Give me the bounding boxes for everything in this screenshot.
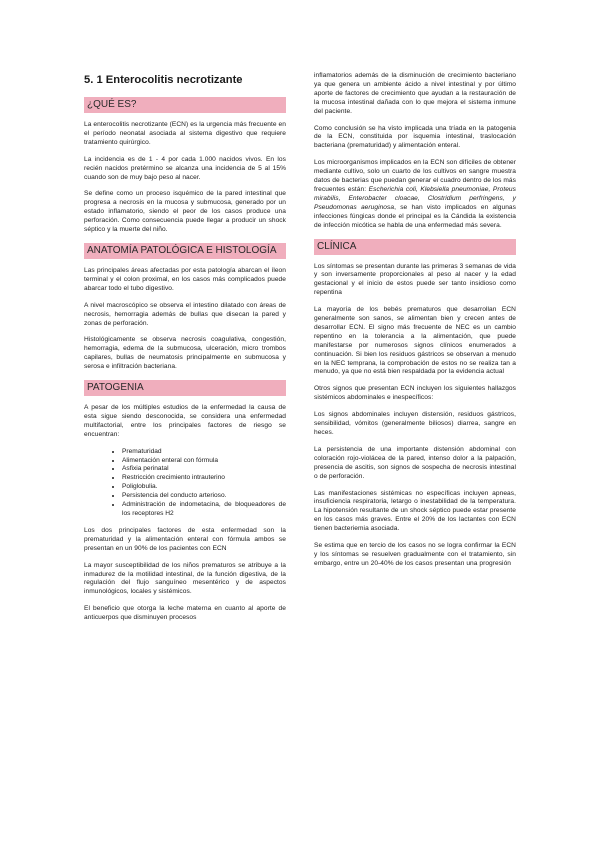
- text-run: Los microorganismos implicados en la ECN son difíciles de obtener mediante cultivo, solo un cuarto de los cultivos en sangre muestra datos de bacterias que puedan generar el cuadro dentro de los más frecuentes están:: [314, 159, 516, 193]
- paragraph: Las principales áreas afectadas por esta patología abarcan el íleon terminal y el colon proximal, en los casos más complicados puede abarcar todo el tubo digestivo.: [84, 266, 286, 292]
- paragraph: A pesar de los múltiples estudios de la enfermedad la causa de esta sigue siendo desconocida, se considera una enfermedad multifactorial, entre los principales factores de riesgo se encuentran:: [84, 404, 286, 438]
- section-heading-clinica: CLÍNICA: [314, 239, 516, 255]
- list-item: • Administración de indometacina, de bloqueadores de los receptores H2: [122, 501, 286, 519]
- section-heading-anatomia: [84, 243, 286, 259]
- paragraph: Se estima que en tercio de los casos no se logra confirmar la ECN y los síntomas se resuelven gradualmente con el tratamiento, sin embargo, entre un 20-40% de los casos presentan una progresión: [314, 542, 516, 567]
- paragraph: La persistencia de una importante distensión abdominal con coloración rojo-violácea de la pared, intenso dolor a la palpación, presencia de ascitis, son signos de sospecha de necrosis intestinal o de perforación.: [314, 445, 516, 480]
- paragraph: A nivel macroscópico se observa el intestino dilatado con áreas de necrosis, hemorragia además de bullas que disecan la pared y zonas de perforación.: [84, 301, 286, 327]
- paragraph: Otros signos que presentan ECN incluyen los siguientes hallazgos sistémicos abdominales e inespecíficos:: [314, 385, 516, 402]
- paragraph: La mayor susceptibilidad de los niños prematuros se atribuye a la inmadurez de la motilidad intestinal, de la función digestiva, de la regulación del flujo sanguíneo mesentérico y de aspectos inmunológicos, locales y sistémicos.: [84, 561, 286, 596]
- paragraph: La mayoría de los bebés prematuros que desarrollan ECN generalmente son sanos, se alimentan bien y crecen antes de desarrollar ECN. El signo más frecuente de NEC es un cambio repentino en la tolerancia a la alimentación, que puede manifestarse por numerosos signos clínicos enumerados a continuación. Si bien los residuos gástricos se observan a menudo en la NEC temprana, la comprobación de estos no se realiza tan a menudo, ya que no está bien respaldada por la evidencia actual: [314, 306, 516, 376]
- list-item: • Prematuridad: [122, 448, 286, 457]
- text-run: , se han visto implicados en algunas infecciones fúngicas donde el principal es la Cándida la existencia de infección micótica se habla de una enfermedad más severa.: [314, 203, 516, 229]
- list-item: • Poliglobulia.: [122, 483, 286, 492]
- species-names: Escherichia coli, Klebsiella pneumoniae, Proteus mirabilis, Enterobacter cloacae, Clostridium perfringens, y Pseudomonas aeruginosa: [314, 185, 516, 211]
- paragraph: inflamatorios además de la disminución de crecimiento bacteriano ya que genera un ambiente ácido a nivel intestinal y por último aporte de factores de crecimiento que ayudan a la restauración de la mucosa intestinal dañada con lo que mejora el sistema inmune del paciente.: [314, 72, 516, 115]
- section-heading-que-es: ¿QUÉ ES?: [84, 97, 286, 113]
- paragraph: Los síntomas se presentan durante las primeras 3 semanas de vida y son inversamente proporcionales al peso al nacer y la edad gestacional y el inicio de estos puede ser tanto insidioso como repentina: [314, 262, 516, 297]
- left-column: [84, 70, 286, 631]
- list-item: • Persistencia del conducto arterioso.: [122, 492, 286, 501]
- document-title: 5. 1 Enterocolitis necrotizante: [84, 74, 243, 86]
- paragraph: Los dos principales factores de esta enfermedad son la prematuridad y la alimentación enteral con fórmula ambos se presentan en un 90% de los pacientes con ECN: [84, 526, 286, 552]
- risk-factor-list: [84, 448, 286, 519]
- right-column: [314, 72, 516, 577]
- paragraph: Histológicamente se observa necrosis coagulativa, congestión, hemorragia, edema de la submucosa, ulceración, micro trombos capilares, bullas de neumatosis principalmente en submucosa y serosa e infiltración bacteriana.: [84, 336, 286, 371]
- paragraph: Los signos abdominales incluyen distensión, residuos gástricos, sensibilidad, vómitos (generalmente biliosos) diarrea, sangre en heces.: [314, 411, 516, 436]
- list-item: • Restricción crecimiento intrauterino: [122, 474, 286, 483]
- paragraph: Como conclusión se ha visto implicada una tríada en la patogenia de la ECN, constituida por isquemia intestinal, traslocación bacteriana (prematuridad) y alimentación enteral.: [314, 124, 516, 150]
- list-item: • Asfixia perinatal: [122, 465, 286, 474]
- section-heading-text: ANATOMÍA PATOLÓGICA E HISTOLOGÍA: [87, 244, 277, 256]
- paragraph: Las manifestaciones sistémicas no específicas incluyen apneas, insuficiencia respiratoria, letargo o inestabilidad de la temperatura. La hipotensión resultante de un shock séptico puede estar presente en los casos más graves. Entre el 20% de los lactantes con ECN tienen bacteriemia asociada.: [314, 489, 516, 533]
- list-item: • Alimentación enteral con fórmula: [122, 457, 286, 466]
- section-heading-patogenia: PATOGENIA: [84, 380, 286, 396]
- paragraph: Se define como un proceso isquémico de la pared intestinal que progresa a necrosis en la mucosa y submucosa, generado por un estado inflamatorio, siendo el peor de los casos produce una perforación. Como consecuencia puede llegar a producir un shock séptico y la muerte del niño.: [84, 190, 286, 234]
- paragraph: El beneficio que otorga la leche materna en cuanto al aporte de anticuerpos que disminuyen procesos: [84, 605, 286, 622]
- paragraph-microorganisms: [314, 159, 516, 230]
- paragraph: La enterocolitis necrotizante (ECN) es la urgencia más frecuente en el período neonatal asociada al sistema digestivo que requiere tratamiento quirúrgico.: [84, 121, 286, 146]
- paragraph: La incidencia es de 1 - 4 por cada 1.000 nacidos vivos. En los recién nacidos pretérmino se alcanza una incidencia de 5 al 15% cuando son de muy bajo peso al nacer.: [84, 155, 286, 181]
